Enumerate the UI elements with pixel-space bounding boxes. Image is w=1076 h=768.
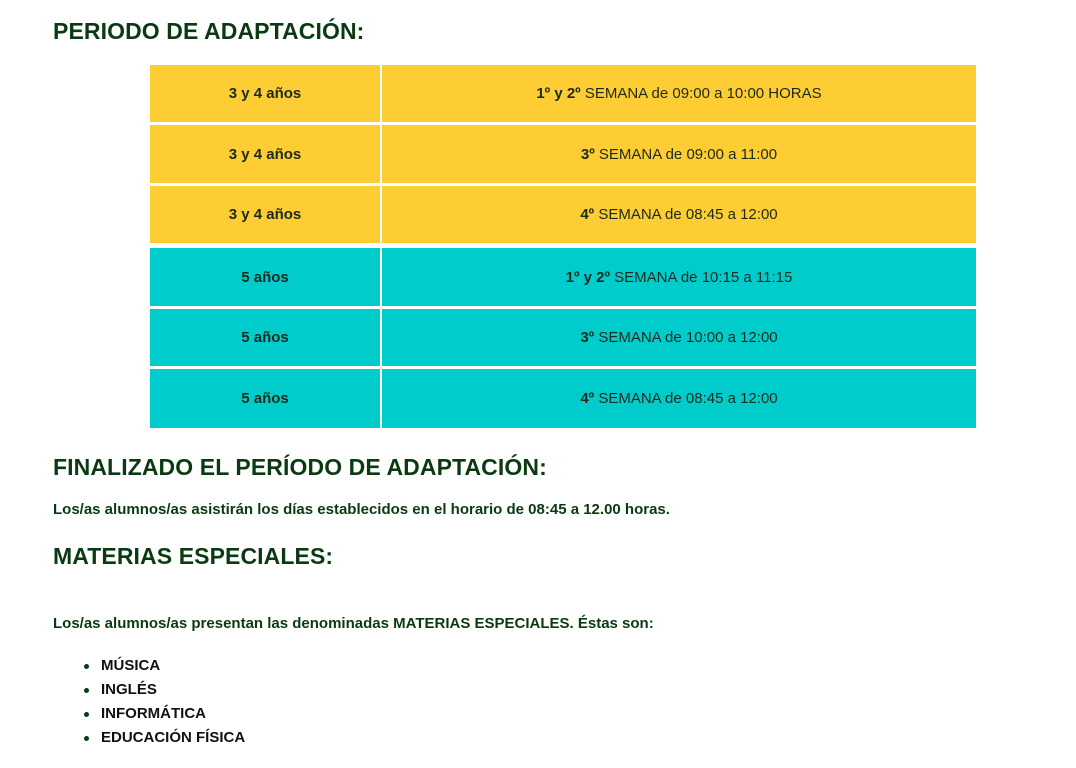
paragraph-materias: Los/as alumnos/as presentan las denominadas MATERIAS ESPECIALES. Éstas son: xyxy=(53,615,654,632)
schedule-text: SEMANA de 08:45 a 12:00 xyxy=(594,206,778,223)
age-group-cell: 3 y 4 años xyxy=(150,186,382,248)
heading-finalizado: FINALIZADO EL PERÍODO DE ADAPTACIÓN: xyxy=(53,454,547,480)
list-item xyxy=(101,678,245,702)
schedule-cell xyxy=(382,65,976,125)
schedule-table xyxy=(150,65,976,428)
week-number: 3º xyxy=(580,145,595,163)
heading-periodo-adaptacion: PERIODO DE ADAPTACIÓN: xyxy=(53,18,365,44)
age-group-cell: 3 y 4 años xyxy=(150,125,382,186)
bullet-icon xyxy=(84,712,89,717)
schedule-cell xyxy=(382,369,976,428)
list-item-label: MÚSICA xyxy=(101,657,161,674)
schedule-cell xyxy=(382,309,976,369)
materias-list xyxy=(53,654,245,750)
week-number: 4º xyxy=(580,206,595,223)
age-group-cell: 5 años xyxy=(150,309,382,369)
schedule-text: SEMANA de 10:00 a 12:00 xyxy=(594,329,778,346)
table-row xyxy=(150,309,976,369)
bullet-icon xyxy=(84,664,89,669)
schedule-cell xyxy=(382,248,976,309)
age-group-cell: 3 y 4 años xyxy=(150,65,382,125)
list-item-label: EDUCACIÓN FÍSICA xyxy=(101,729,246,746)
week-number: 4º xyxy=(580,390,595,407)
list-item-label: INFORMÁTICA xyxy=(101,705,206,722)
table-row xyxy=(150,369,976,428)
list-item xyxy=(101,654,245,678)
week-number: 1º y 2º xyxy=(565,268,610,286)
table-row xyxy=(150,125,976,186)
bullet-icon xyxy=(84,688,89,693)
table-row xyxy=(150,186,976,248)
table-row xyxy=(150,65,976,125)
week-number: 3º xyxy=(580,329,595,346)
list-item xyxy=(101,726,245,750)
schedule-text: SEMANA de 09:00 a 10:00 HORAS xyxy=(580,85,822,102)
list-item-label: INGLÉS xyxy=(101,681,157,698)
schedule-text: SEMANA de 09:00 a 11:00 xyxy=(594,145,778,163)
paragraph-finalizado: Los/as alumnos/as asistirán los días establecidos en el horario de 08:45 a 12.00 horas. xyxy=(53,501,670,518)
schedule-text: SEMANA de 10:15 a 11:15 xyxy=(609,268,793,286)
schedule-cell xyxy=(382,125,976,186)
age-group-cell: 5 años xyxy=(150,248,382,309)
heading-materias-especiales: MATERIAS ESPECIALES: xyxy=(53,543,334,569)
bullet-icon xyxy=(84,736,89,741)
list-item xyxy=(101,702,245,726)
age-group-cell: 5 años xyxy=(150,369,382,428)
schedule-text: SEMANA de 08:45 a 12:00 xyxy=(594,390,778,407)
week-number: 1º y 2º xyxy=(536,85,581,102)
schedule-cell xyxy=(382,186,976,248)
table-row xyxy=(150,248,976,309)
